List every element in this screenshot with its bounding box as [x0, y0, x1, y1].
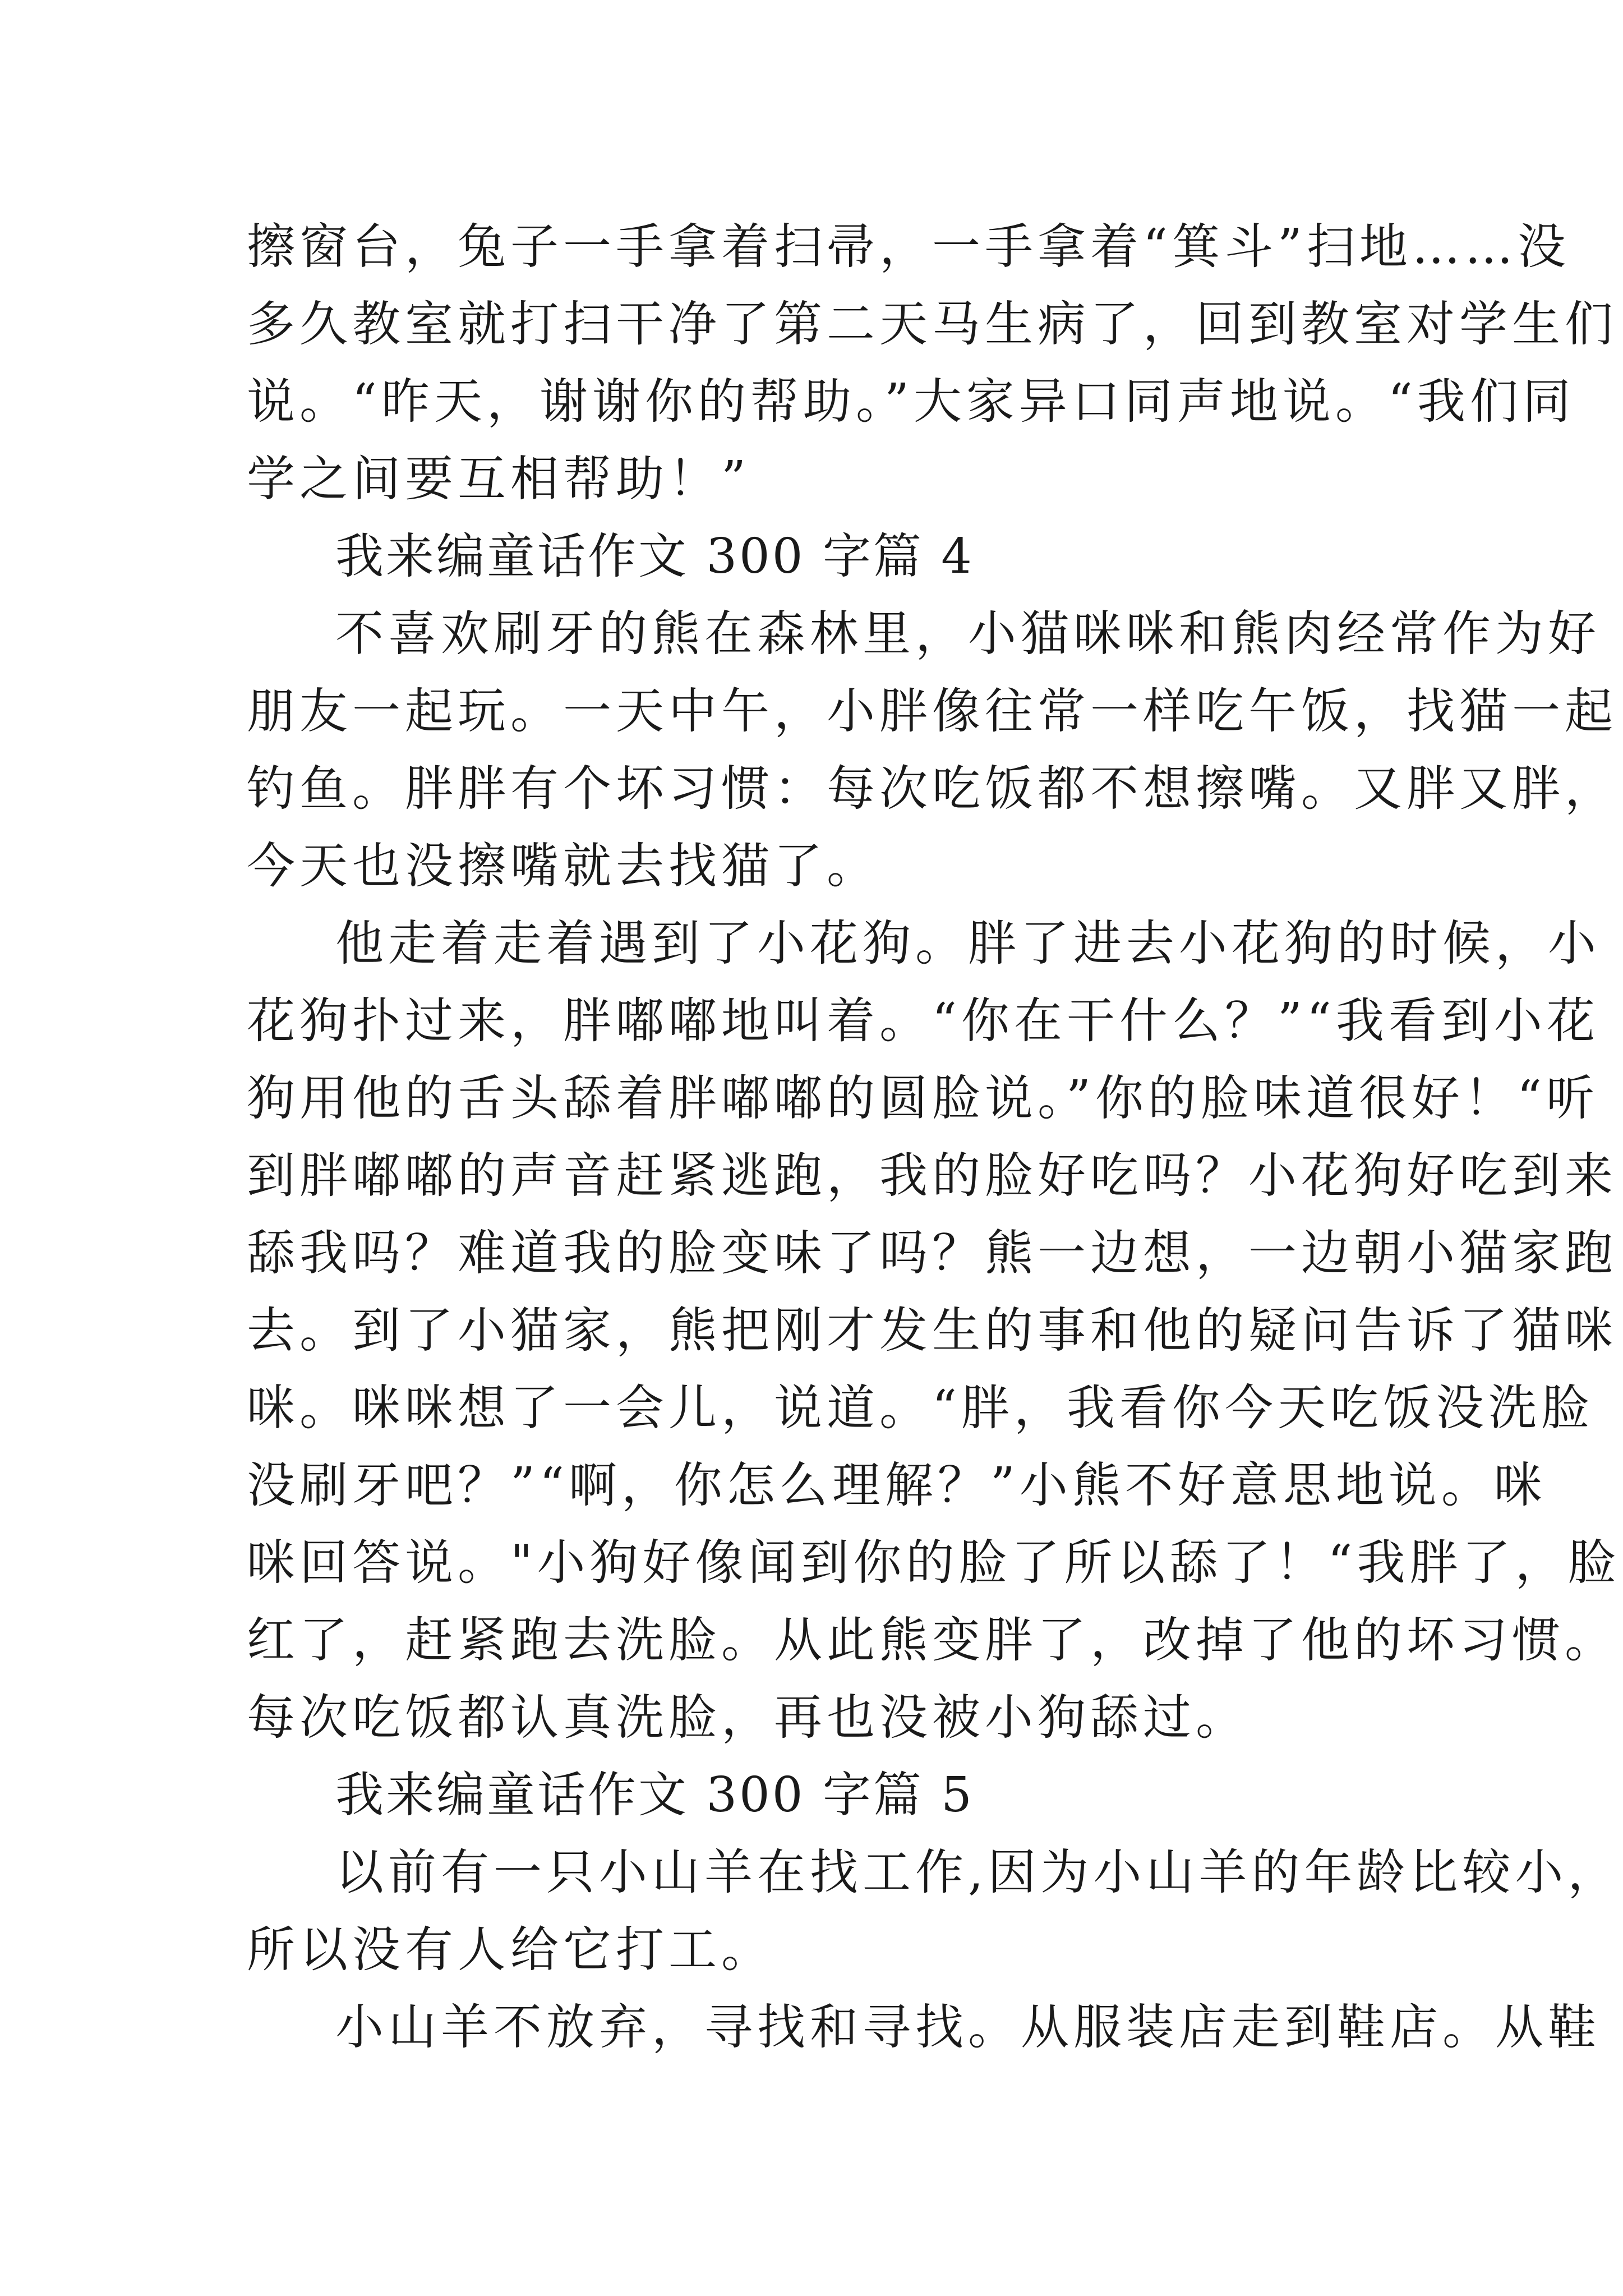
text-line: 多久教室就打扫干净了第二天马生病了，回到教室对学生们	[247, 296, 1617, 352]
text-line: 狗用他的舌头舔着胖嘟嘟的圆脸说。”你的脸味道很好！“听	[247, 1070, 1599, 1126]
text-line: 说。“昨天，谢谢你的帮助。”大家异口同声地说。“我们同	[247, 374, 1575, 430]
section-heading: 我来编童话作文 300 字篇 4	[335, 528, 974, 585]
text-line: 花狗扑过来，胖嘟嘟地叫着。“你在干什么？”“我看到小花	[247, 993, 1599, 1049]
text-line: 咪回答说。"小狗好像闻到你的脸了所以舔了！“我胖了，脸	[247, 1535, 1621, 1591]
text-line: 舔我吗？难道我的脸变味了吗？熊一边想，一边朝小猫家跑	[247, 1225, 1617, 1281]
text-line: 咪。咪咪想了一会儿，说道。“胖，我看你今天吃饭没洗脸	[247, 1380, 1594, 1436]
text-line: 朋友一起玩。一天中午，小胖像往常一样吃午饭，找猫一起	[247, 683, 1617, 739]
paragraph-first-line: 小山羊不放弃，寻找和寻找。从服装店走到鞋店。从鞋	[335, 1999, 1601, 2055]
text-line: 没刷牙吧？”“啊，你怎么理解？”小熊不好意思地说。咪	[247, 1457, 1547, 1513]
text-line: 学之间要互相帮助！”	[247, 451, 750, 507]
text-line: 红了，赶紧跑去洗脸。从此熊变胖了，改掉了他的坏习惯。	[247, 1612, 1617, 1668]
paragraph-first-line: 以前有一只小山羊在找工作,因为小山羊的年龄比较小，	[335, 1844, 1621, 1901]
text-line: 到胖嘟嘟的声音赶紧逃跑，我的脸好吃吗？小花狗好吃到来	[247, 1148, 1617, 1204]
section-heading: 我来编童话作文 300 字篇 5	[335, 1767, 974, 1823]
text-line: 今天也没擦嘴就去找猫了。	[247, 838, 879, 894]
text-line: 所以没有人给它打工。	[247, 1922, 774, 1978]
text-line: 去。到了小猫家，熊把刚才发生的事和他的疑问告诉了猫咪	[247, 1303, 1617, 1359]
paragraph-first-line: 不喜欢刷牙的熊在森林里，小猫咪咪和熊肉经常作为好	[335, 606, 1601, 662]
paragraph-first-line: 他走着走着遇到了小花狗。胖了进去小花狗的时候，小	[335, 915, 1601, 972]
text-line: 每次吃饭都认真洗脸，再也没被小狗舔过。	[247, 1690, 1248, 1746]
text-line: 钓鱼。胖胖有个坏习惯：每次吃饭都不想擦嘴。又胖又胖，	[247, 761, 1617, 817]
text-line: 擦窗台，兔子一手拿着扫帚，一手拿着“箕斗”扫地……没	[247, 219, 1570, 275]
